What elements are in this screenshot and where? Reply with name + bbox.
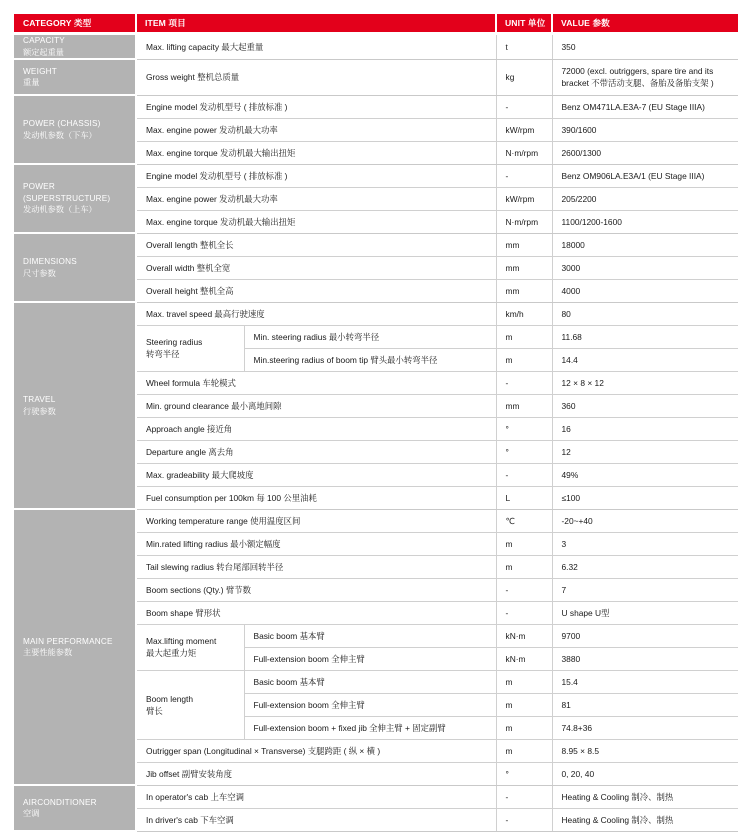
value-cell: 12: [552, 440, 738, 463]
table-row: [14, 785, 738, 808]
sub-item-cell: Min.steering radius of boom tip 臂头最小转弯半径: [244, 348, 496, 371]
sub-group-label-zh: 臂长: [146, 705, 163, 716]
item-cell: Max. engine power 发动机最大功率: [136, 187, 496, 210]
unit-cell: m: [496, 348, 552, 371]
sub-item-cell: Full-extension boom 全伸主臂: [244, 693, 496, 716]
value-cell: 390/1600: [552, 118, 738, 141]
unit-cell: °: [496, 440, 552, 463]
sub-group-label-zh: 转弯半径: [146, 349, 180, 359]
category-label-zh: 尺寸参数: [23, 268, 56, 278]
item-cell: Tail slewing radius 转台尾部回转半径: [136, 555, 496, 578]
unit-cell: m: [496, 555, 552, 578]
unit-cell: m: [496, 325, 552, 348]
value-cell: 4000: [552, 279, 738, 302]
value-cell: 6.32: [552, 555, 738, 578]
item-cell: Max. gradeability 最大爬坡度: [136, 463, 496, 486]
specification-table: [14, 14, 738, 832]
item-cell: In operator's cab 上车空调: [136, 785, 496, 808]
unit-cell: -: [496, 463, 552, 486]
unit-cell: m: [496, 739, 552, 762]
unit-cell: -: [496, 371, 552, 394]
unit-cell: N·m/rpm: [496, 141, 552, 164]
value-cell: 0, 20, 40: [552, 762, 738, 785]
item-cell: Max. travel speed 最高行驶速度: [136, 302, 496, 325]
table-body: [14, 32, 738, 831]
table-row: [14, 35, 738, 59]
item-cell: Max. engine torque 发动机最大输出扭矩: [136, 141, 496, 164]
category-label-zh: 行驶参数: [23, 406, 56, 416]
category-label-zh: 重量: [23, 78, 40, 87]
unit-cell: -: [496, 164, 552, 187]
value-cell: 3000: [552, 256, 738, 279]
item-cell: Outrigger span (Longitudinal × Transverse) 支腿跨距 ( 纵 × 横 ): [136, 739, 496, 762]
value-cell: 205/2200: [552, 187, 738, 210]
table-header: [14, 14, 738, 32]
item-cell: Working temperature range 使用温度区间: [136, 509, 496, 532]
value-cell: 3: [552, 532, 738, 555]
category-cell-weight: [14, 59, 136, 95]
unit-cell: kg: [496, 59, 552, 95]
table-row: [14, 233, 738, 256]
category-label-zh: 发动机参数（下车）: [23, 130, 97, 140]
value-cell: ≤100: [552, 486, 738, 509]
item-cell: Overall height 整机全高: [136, 279, 496, 302]
unit-cell: t: [496, 35, 552, 59]
unit-cell: kN·m: [496, 624, 552, 647]
column-header-item: ITEM 项目: [136, 14, 496, 32]
category-label-en: AIRCONDITIONER: [23, 797, 97, 807]
unit-cell: mm: [496, 233, 552, 256]
category-cell-main-performance: [14, 509, 136, 785]
column-header-unit: UNIT 单位: [496, 14, 552, 32]
unit-cell: kW/rpm: [496, 118, 552, 141]
item-cell: Overall length 整机全长: [136, 233, 496, 256]
item-cell: Wheel formula 车轮模式: [136, 371, 496, 394]
unit-cell: -: [496, 601, 552, 624]
value-cell: -20~+40: [552, 509, 738, 532]
item-cell: Jib offset 副臂安装角度: [136, 762, 496, 785]
item-cell: Min.rated lifting radius 最小额定幅度: [136, 532, 496, 555]
category-label-en: WEIGHT: [23, 66, 57, 76]
category-label-zh: 额定起重量: [23, 47, 64, 57]
value-cell: 81: [552, 693, 738, 716]
category-cell-power-superstructure: [14, 164, 136, 233]
sub-item-cell: Basic boom 基本臂: [244, 624, 496, 647]
category-label-en: DIMENSIONS: [23, 257, 77, 266]
value-cell: U shape U型: [552, 601, 738, 624]
sub-group-label: [136, 325, 244, 371]
value-cell: 16: [552, 417, 738, 440]
item-cell: Overall width 整机全宽: [136, 256, 496, 279]
unit-cell: m: [496, 693, 552, 716]
value-cell: 1100/1200-1600: [552, 210, 738, 233]
value-cell: 14.4: [552, 348, 738, 371]
unit-cell: km/h: [496, 302, 552, 325]
unit-cell: ℃: [496, 509, 552, 532]
item-cell: Boom shape 臂形状: [136, 601, 496, 624]
item-cell: Engine model 发动机型号 ( 排放标准 ): [136, 95, 496, 118]
unit-cell: °: [496, 762, 552, 785]
item-cell: Max. engine power 发动机最大功率: [136, 118, 496, 141]
unit-cell: -: [496, 95, 552, 118]
sub-group-label-en: Boom length: [146, 693, 194, 704]
sub-group-label: [136, 624, 244, 670]
category-label-zh: 主要性能参数: [23, 648, 73, 657]
value-cell: 72000 (excl. outriggers, spare tire and its bracket 不带活动支腿、备胎及备胎支架 ): [552, 59, 738, 95]
item-cell: Gross weight 整机总质量: [136, 59, 496, 95]
unit-cell: °: [496, 417, 552, 440]
item-cell: Max. engine torque 发动机最大输出扭矩: [136, 210, 496, 233]
value-cell: 2600/1300: [552, 141, 738, 164]
value-cell: Benz OM471LA.E3A-7 (EU Stage IIIA): [552, 95, 738, 118]
item-cell: Fuel consumption per 100km 每 100 公里油耗: [136, 486, 496, 509]
table-row: [14, 302, 738, 325]
unit-cell: m: [496, 716, 552, 739]
sub-item-cell: Full-extension boom + fixed jib 全伸主臂 + 固定副臂: [244, 716, 496, 739]
unit-cell: mm: [496, 279, 552, 302]
category-cell-capacity: [14, 35, 136, 59]
table-row: [14, 95, 738, 118]
sub-item-cell: Basic boom 基本臂: [244, 670, 496, 693]
category-label-zh: 空调: [23, 809, 40, 818]
value-cell: 3880: [552, 647, 738, 670]
unit-cell: m: [496, 670, 552, 693]
column-header-value: VALUE 参数: [552, 14, 738, 32]
sub-item-cell: Min. steering radius 最小转弯半径: [244, 325, 496, 348]
unit-cell: kN·m: [496, 647, 552, 670]
sub-group-label-zh: 最大起重力矩: [146, 648, 197, 658]
sub-group-label-en: Max.lifting moment: [146, 636, 217, 646]
value-cell: 80: [552, 302, 738, 325]
unit-cell: L: [496, 486, 552, 509]
category-label-en: POWER (CHASSIS): [23, 119, 101, 128]
value-cell: 15.4: [552, 670, 738, 693]
item-cell: Min. ground clearance 最小离地间隙: [136, 394, 496, 417]
unit-cell: -: [496, 808, 552, 831]
sub-item-cell: Full-extension boom 全伸主臂: [244, 647, 496, 670]
item-cell: Engine model 发动机型号 ( 排放标准 ): [136, 164, 496, 187]
value-cell: 360: [552, 394, 738, 417]
value-cell: 9700: [552, 624, 738, 647]
item-cell: Boom sections (Qty.) 臂节数: [136, 578, 496, 601]
value-cell: Heating & Cooling 制冷、制热: [552, 785, 738, 808]
item-cell: Departure angle 离去角: [136, 440, 496, 463]
value-cell: 74.8+36: [552, 716, 738, 739]
table-row: [14, 164, 738, 187]
value-cell: Heating & Cooling 制冷、制热: [552, 808, 738, 831]
unit-cell: N·m/rpm: [496, 210, 552, 233]
unit-cell: mm: [496, 394, 552, 417]
category-label-en: CAPACITY: [23, 36, 65, 45]
item-cell: Max. lifting capacity 最大起重量: [136, 35, 496, 59]
value-cell: 350: [552, 35, 738, 59]
unit-cell: m: [496, 532, 552, 555]
sub-group-label: [136, 670, 244, 739]
unit-cell: mm: [496, 256, 552, 279]
value-cell: 7: [552, 578, 738, 601]
category-label-en: TRAVEL: [23, 395, 56, 404]
value-cell: 11.68: [552, 325, 738, 348]
table-row: [14, 59, 738, 95]
category-cell-travel: [14, 302, 136, 509]
value-cell: Benz OM906LA.E3A/1 (EU Stage IIIA): [552, 164, 738, 187]
table-row: [14, 509, 738, 532]
unit-cell: kW/rpm: [496, 187, 552, 210]
item-cell: In driver's cab 下车空调: [136, 808, 496, 831]
value-cell: 18000: [552, 233, 738, 256]
unit-cell: -: [496, 785, 552, 808]
value-cell: 8.95 × 8.5: [552, 739, 738, 762]
value-cell: 49%: [552, 463, 738, 486]
category-cell-power-chassis: [14, 95, 136, 164]
value-cell: 12 × 8 × 12: [552, 371, 738, 394]
category-cell-dimensions: [14, 233, 136, 302]
category-label-en: POWER (SUPERSTRUCTURE): [23, 182, 111, 203]
item-cell: Approach angle 接近角: [136, 417, 496, 440]
sub-group-label-en: Steering radius: [146, 337, 203, 347]
unit-cell: -: [496, 578, 552, 601]
category-label-zh: 发动机参数（上车）: [23, 205, 97, 215]
column-header-category: CATEGORY 类型: [14, 14, 136, 32]
category-cell-airconditioner: [14, 785, 136, 831]
category-label-en: MAIN PERFORMANCE: [23, 636, 113, 646]
